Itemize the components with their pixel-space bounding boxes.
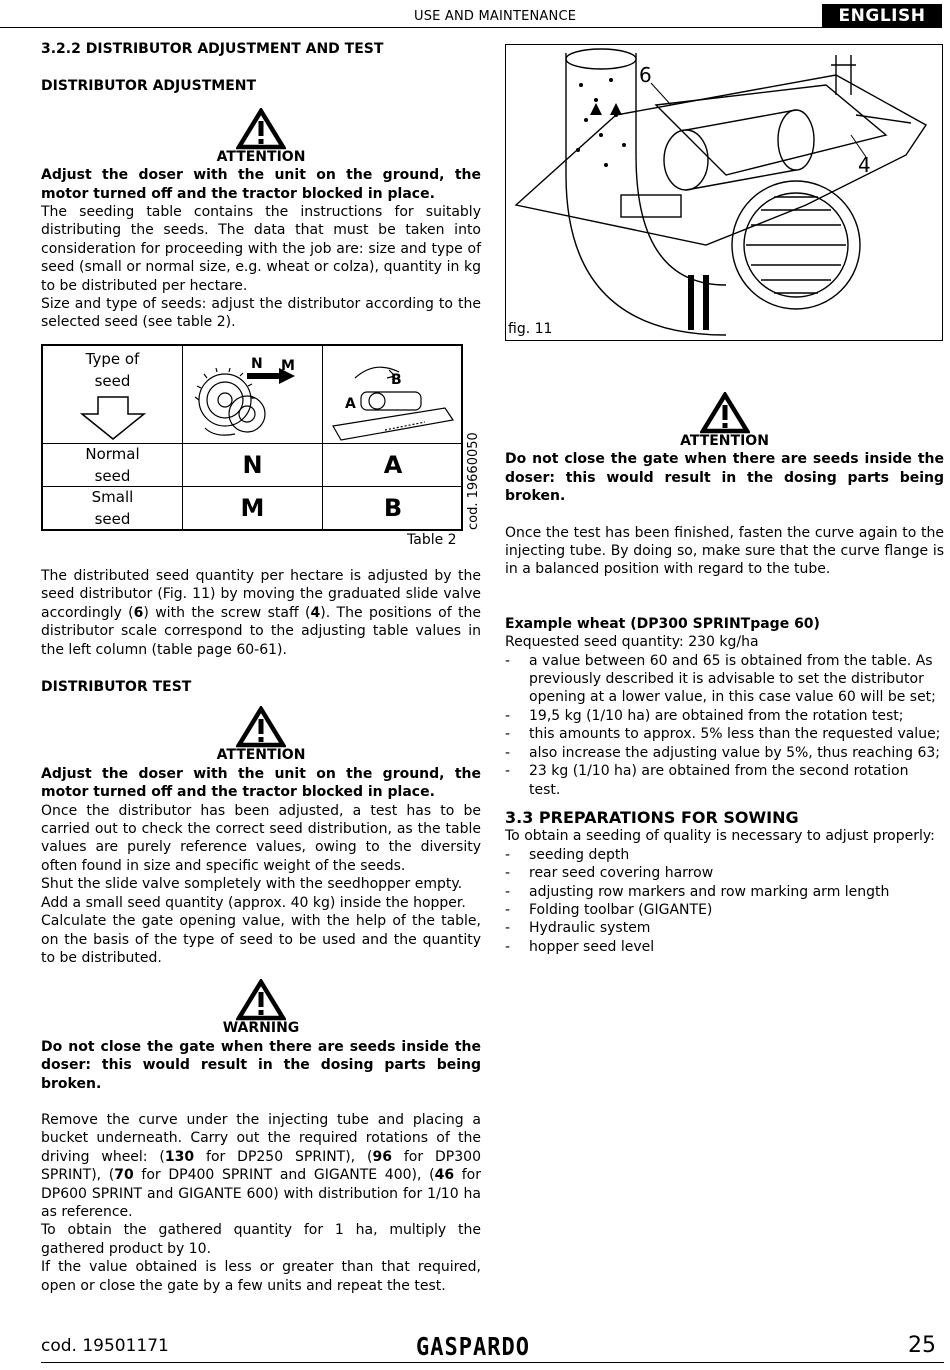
test-paragraph-4: Calculate the gate opening value, with the help of the table, on the basis of the type of seed to be used and the quantity to be distributed. [41,913,481,966]
distributor-drawing [506,45,943,341]
adjustment-paragraph-1: The seeding table contains the instructions for suitably distributing the seeds. The data that must be taken into consideration for proceeding with the job are: size and type of seed (small or normal size, e.g. wheat or colza), quantity in kg to be distributed per hectare. [41,204,481,294]
warning-triangle-icon [236,979,286,1021]
left-column-bottom [41,567,481,1295]
row-normal-gear: N [183,444,323,487]
preparations-list-item: - seeding depth [505,846,944,864]
example-list-item: - 19,5 kg (1/10 ha) are obtained from the rotation test; [505,707,944,725]
type-of-seed-label: Type of seed [85,350,140,390]
fig-label-m: M [280,357,295,374]
row-small-label: Small seed [43,487,183,529]
warning-label: WARNING [222,1020,300,1037]
fig-label-b: B [391,371,402,388]
language-badge: ENGLISH [822,4,942,28]
seed-type-table [41,344,463,531]
example-list-item: - also increase the adjusting value by 5%, thus reaching 63; [505,744,944,762]
test-done-paragraph: Once the test has been finished, fasten the curve again to the injecting tube. By doing so, make sure that the curve flange is in a balanced position with regard to the tube. [505,524,944,578]
attention-label: ATTENTION [216,747,306,764]
warning-text-4: Do not close the gate when there are seeds inside the doser: this would result in the dosing parts being broken. [505,451,944,505]
preparations-heading: 3.3 PREPARATIONS FOR SOWING [505,807,799,827]
right-column [505,392,944,956]
row-small-gear: M [183,487,323,529]
warning-triangle-icon [700,392,750,434]
example-list-item: - 23 kg (1/10 ha) are obtained from the second rotation test. [505,762,944,799]
header-rule [0,27,822,28]
header-title: USE AND MAINTENANCE [414,9,577,24]
test-paragraph-3: Add a small seed quantity (approx. 40 kg) inside the hopper. [41,894,466,911]
figure-label-4: 4 [858,153,871,177]
lever-drawing [325,348,461,442]
warning-text-2: Adjust the doser with the unit on the ground, the motor turned off and the tractor blocked in place. [41,765,481,801]
figure-label-6: 6 [639,63,652,87]
down-arrow-icon [80,396,146,440]
fig-label-n: N [250,355,263,372]
attention-label: ATTENTION [216,148,306,165]
preparations-list [505,846,944,956]
gear-drawing [185,348,321,442]
table-header-cell [43,346,183,444]
footer-code: cod. 19501171 [41,1336,169,1356]
removal-paragraph-2: To obtain the gathered quantity for 1 ha, multiply the gathered product by 10. [41,1222,481,1257]
lever-figure-cell [323,346,463,444]
warning-text-1: Adjust the doser with the unit on the ground, the motor turned off and the tractor blocked in place. [41,167,481,202]
gaspardo-logo: GASPARDO [416,1333,530,1362]
adjustment-heading: DISTRIBUTOR ADJUSTMENT [41,78,257,95]
example-heading: Example wheat (DP300 SPRINTpage 60) [505,615,820,632]
row-normal-lever: A [323,444,463,487]
removal-paragraph: Remove the curve under the injecting tube and placing a bucket underneath. Carry out the required rotations of the driving wheel: (130 for DP250 SPRINT), (96 for DP300 SPRINT), (70 for DP400 SPRINT and GIGANTE 400), (46 for DP600 SPRINT and GIGANTE 600) with distribution for 1/10 ha as reference. [41,1111,482,1220]
distributor-paragraph: The distributed seed quantity per hectare is adjusted by the seed distributor (Fig. 11) by moving the graduated slide valve accordingly (6) with the screw staff (4). The positions of the distributor scale correspond to the adjusting table values in the left column (table page 60-61). [41,568,481,658]
table-caption: Table 2 [407,532,457,548]
gear-figure-cell [183,346,323,444]
row-normal-label: Normal seed [43,444,183,487]
warning-text-3: Do not close the gate when there are seeds inside the doser: this would result in the dosing parts being broken. [41,1038,481,1092]
test-paragraph-2: Shut the slide valve sompletely with the seedhopper empty. [41,876,463,893]
preparations-intro: To obtain a seeding of quality is necessary to adjust properly: [505,828,935,845]
preparations-list-item: - hopper seed level [505,938,944,956]
fig-label-a: A [345,395,356,412]
warning-block-3 [41,979,481,1037]
section-heading: 3.2.2 DISTRIBUTOR ADJUSTMENT AND TEST [41,41,384,57]
left-column-top [41,40,481,332]
example-list-item: - this amounts to approx. 5% less than the requested value; [505,725,944,743]
figure-caption: fig. 11 [508,321,553,337]
preparations-list-item: - Folding toolbar (GIGANTE) [505,901,944,919]
attention-label: ATTENTION [680,433,769,449]
warning-block-4 [505,392,944,450]
warning-triangle-icon [236,108,286,150]
example-request: Requested seed quantity: 230 kg/ha [505,634,759,651]
page-number: 25 [908,1333,936,1358]
distributor-figure [505,44,943,341]
test-heading: DISTRIBUTOR TEST [41,679,192,696]
preparations-list-item: - Hydraulic system [505,919,944,937]
warning-triangle-icon [236,706,286,748]
adjustment-paragraph-2: Size and type of seeds: adjust the distributor according to the selected seed (see table 2). [41,296,481,331]
example-list-item: - a value between 60 and 65 is obtained from the table. As previously described it is advisable to set the distributor opening at a lower value, in this case value 60 will be set; [505,652,944,707]
warning-block-1 [41,108,481,166]
warning-block-2 [41,706,481,764]
example-list [505,652,944,799]
table-code: cod. 19660050 [466,432,481,530]
footer-rule [41,1362,944,1363]
row-small-lever: B [383,494,403,522]
removal-paragraph-3: If the value obtained is less or greater than that required, open or close the gate by a few units and repeat the test. [41,1259,481,1294]
test-paragraph-1: Once the distributor has been adjusted, a test has to be carried out to check the correct seed distribution, as the table values are purely reference values, owing to the diversity often found in size and specific weight of the seeds. [41,802,481,874]
preparations-list-item: - rear seed covering harrow [505,864,944,882]
preparations-list-item: - adjusting row markers and row marking arm length [505,883,944,901]
